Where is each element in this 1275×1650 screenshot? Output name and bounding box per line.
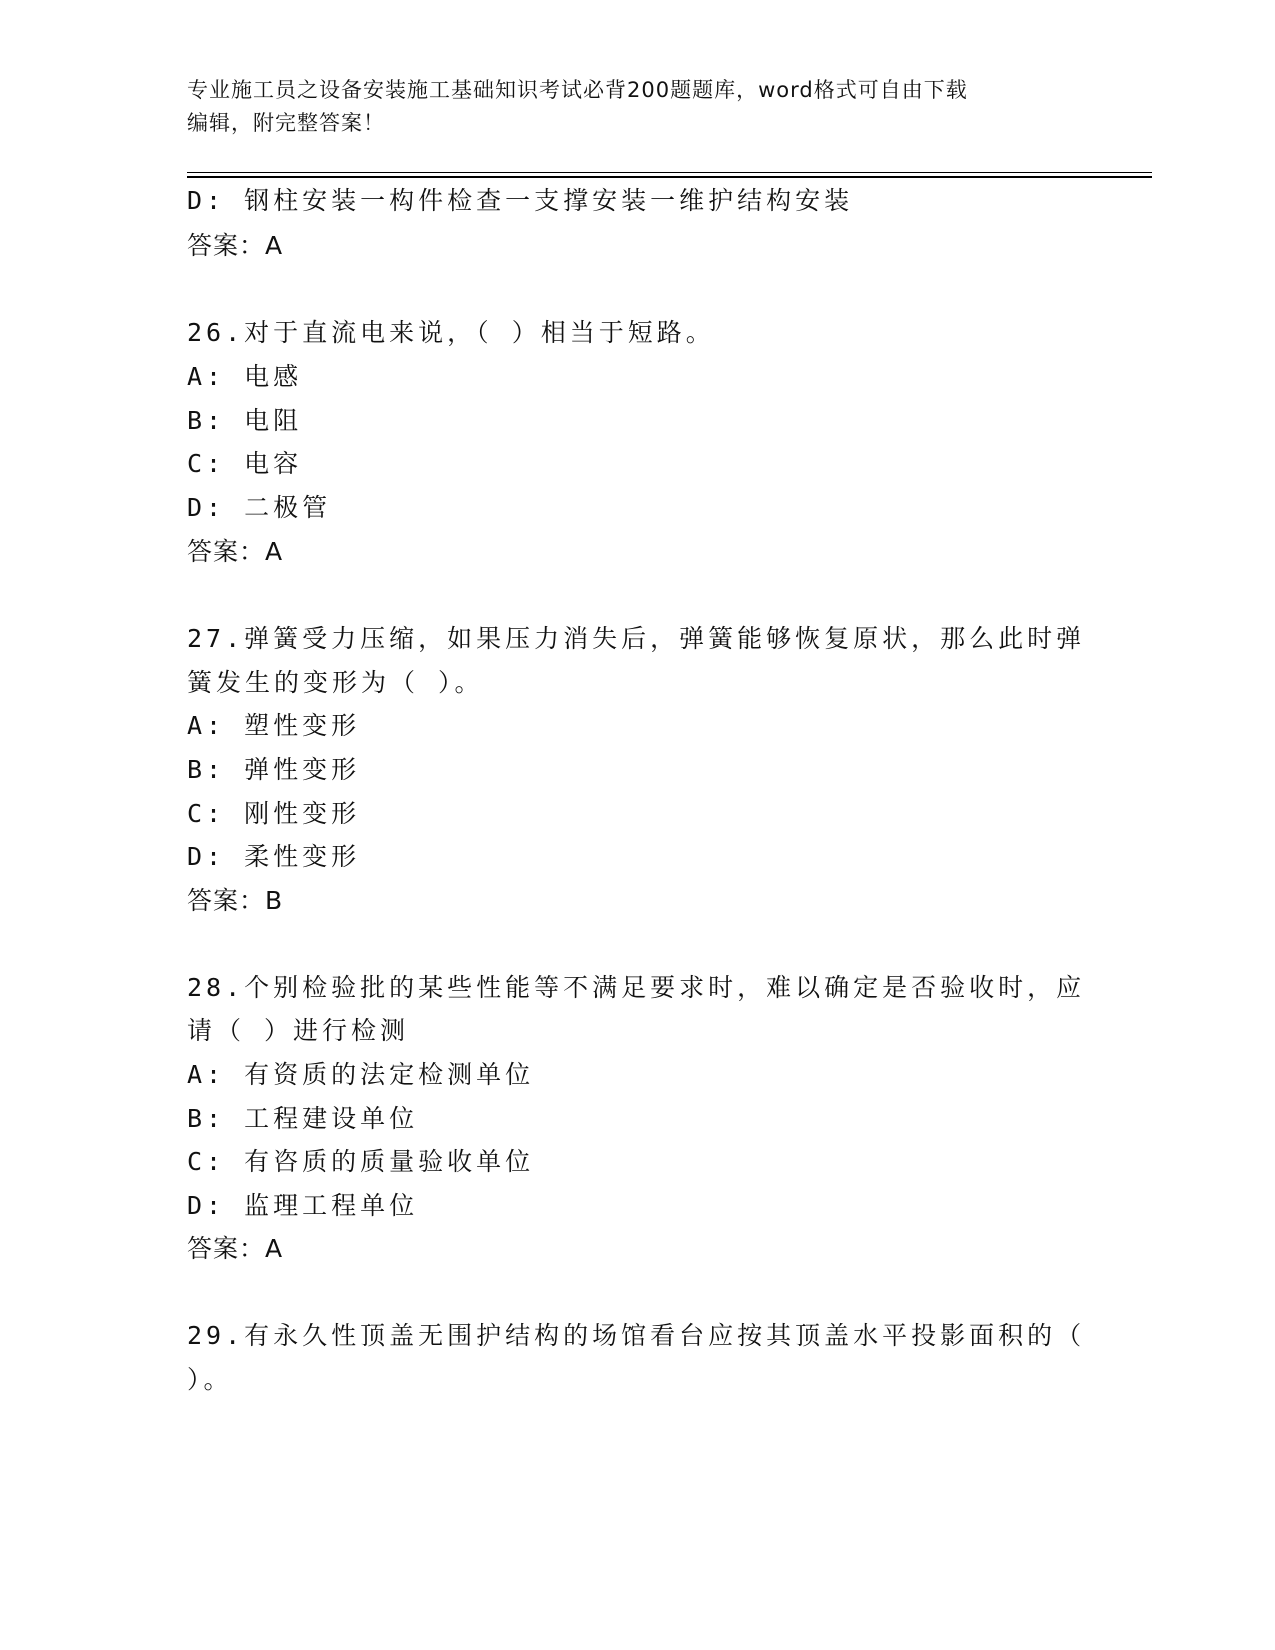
q28-option-b: B: 工程建设单位 [187, 1104, 419, 1133]
q26-stem: 26.对于直流电来说，（ ）相当于短路。 [187, 318, 715, 347]
document-header [187, 74, 1067, 140]
q27-option-a: A: 塑性变形 [187, 711, 361, 740]
q26-option-d: D: 二极管 [187, 493, 332, 522]
q28-answer: 答案：A [187, 1234, 284, 1263]
q26-option-c: C: 电容 [187, 449, 303, 478]
q28-option-a: A: 有资质的法定检测单位 [187, 1060, 535, 1089]
q27-stem-line-1: 27.弹簧受力压缩，如果压力消失后，弹簧能够恢复原状，那么此时弹 [187, 624, 1086, 653]
q25-option-d: D: 钢柱安装一构件检查一支撑安装一维护结构安装 [187, 186, 854, 215]
header-divider-thick [187, 176, 1152, 178]
q28-stem-line-1: 28.个别检验批的某些性能等不满足要求时，难以确定是否验收时，应 [187, 973, 1086, 1002]
header-line-2: 编辑，附完整答案！ [187, 111, 385, 135]
q25-answer: 答案：A [187, 231, 284, 260]
q28-option-d: D: 监理工程单位 [187, 1191, 419, 1220]
q26-answer: 答案：A [187, 537, 284, 566]
q26-option-a: A: 电感 [187, 362, 303, 391]
q29-stem-line-2: ）。 [187, 1365, 233, 1394]
q29-stem-line-1: 29.有永久性顶盖无围护结构的场馆看台应按其顶盖水平投影面积的（ [187, 1321, 1086, 1350]
q28-stem-line-2: 请（ ）进行检测 [187, 1016, 410, 1045]
header-line-1: 专业施工员之设备安装施工基础知识考试必背200题题库，word格式可自由下载 [187, 78, 968, 102]
header-divider-thin [187, 172, 1152, 173]
q27-option-d: D: 柔性变形 [187, 842, 361, 871]
q27-option-b: B: 弹性变形 [187, 755, 361, 784]
q27-option-c: C: 刚性变形 [187, 799, 361, 828]
q28-option-c: C: 有咨质的质量验收单位 [187, 1147, 535, 1176]
q27-stem-line-2: 簧发生的变形为（ ）。 [187, 668, 484, 697]
q27-answer: 答案：B [187, 886, 284, 915]
q26-option-b: B: 电阻 [187, 406, 303, 435]
